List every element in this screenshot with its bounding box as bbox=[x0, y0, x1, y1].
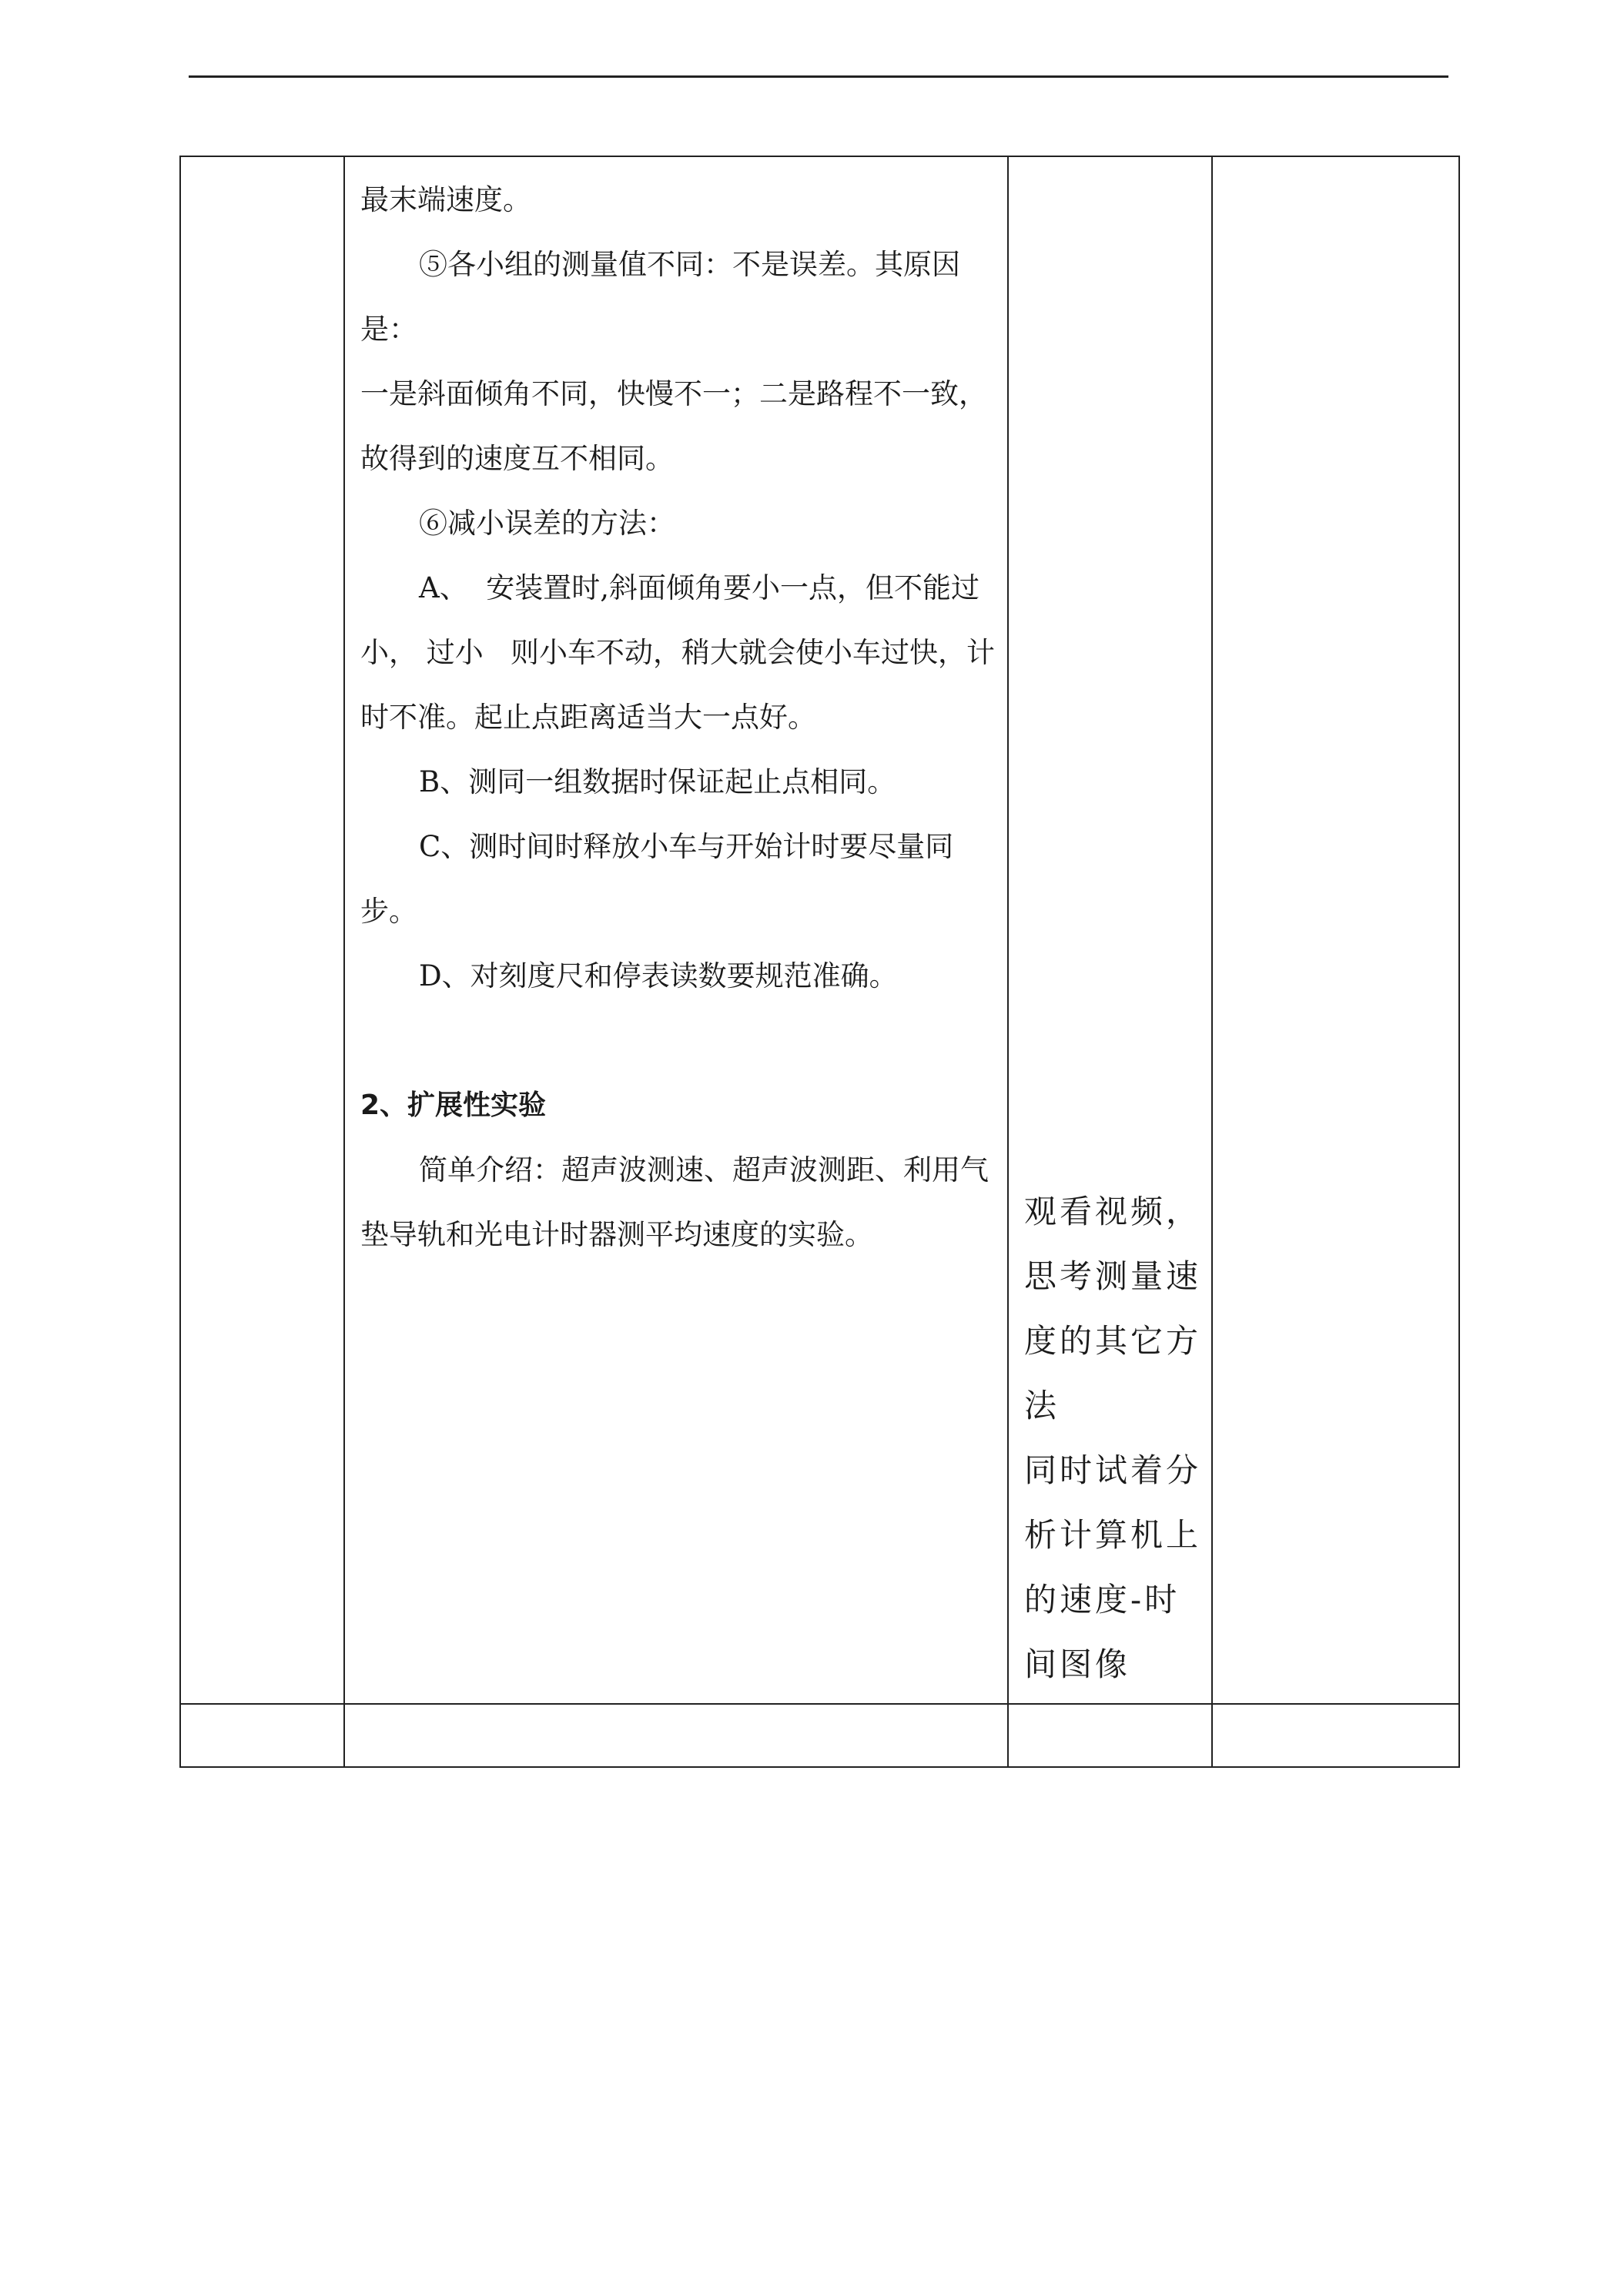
method-d-text: D、对刻度尺和停表读数要规范准确。 bbox=[419, 959, 898, 992]
item5-line2: 一是斜面倾角不同，快慢不一；二是路程不一致， bbox=[360, 377, 987, 410]
empty-cell bbox=[1008, 1704, 1212, 1767]
method-c-text: C、测时间时释放小车与开始计时要尽量同步。 bbox=[360, 830, 954, 928]
section2-line1: 简单介绍：超声波测速、超声波测距、利用气 bbox=[419, 1153, 989, 1186]
lesson-plan-table bbox=[179, 156, 1460, 1768]
stage-cell bbox=[180, 156, 344, 1704]
empty-cell bbox=[1212, 1704, 1459, 1767]
empty-cell bbox=[344, 1704, 1008, 1767]
activity-line: 同时试着分 bbox=[1024, 1451, 1202, 1489]
item5-text: ⑤各小组的测量值不同：不是误差。其原因是： bbox=[360, 248, 960, 346]
design-intent-cell bbox=[1212, 156, 1459, 1704]
method-a-line2: 小， 过小 则小车不动，稍大就会使小车过快，计 bbox=[360, 636, 996, 669]
activity-line: 间图像 bbox=[1024, 1645, 1131, 1683]
item6-text: ⑥减小误差的方法： bbox=[419, 507, 675, 540]
section2-line2: 垫导轨和光电计时器测平均速度的实验。 bbox=[360, 1218, 873, 1251]
activity-line: 法 bbox=[1024, 1387, 1060, 1424]
method-a-line3: 时不准。起止点距离适当大一点好。 bbox=[360, 701, 816, 734]
student-activity-cell bbox=[1008, 156, 1212, 1704]
header-rule bbox=[189, 75, 1448, 78]
table-row bbox=[180, 1704, 1459, 1767]
activity-line: 思考测量速 bbox=[1024, 1257, 1202, 1295]
student-activity-text bbox=[1009, 157, 1211, 1697]
section2-heading: 2、扩展性实验 bbox=[360, 1089, 547, 1121]
activity-line: 度的其它方 bbox=[1024, 1322, 1202, 1360]
item5-line3: 故得到的速度互不相同。 bbox=[360, 442, 674, 475]
activity-line: 析计算机上 bbox=[1024, 1516, 1202, 1554]
empty-cell bbox=[180, 1704, 344, 1767]
method-a-line1: A、 安装置时,斜面倾角要小一点，但不能过 bbox=[419, 571, 980, 604]
method-b-text: B、测同一组数据时保证起止点相同。 bbox=[419, 765, 896, 798]
continuation-text: 最末端速度。 bbox=[360, 183, 531, 216]
teaching-content-cell bbox=[344, 156, 1008, 1704]
activity-line: 的速度-时 bbox=[1024, 1581, 1180, 1618]
activity-line: 观看视频， bbox=[1024, 1193, 1202, 1230]
table-row bbox=[180, 156, 1459, 1704]
